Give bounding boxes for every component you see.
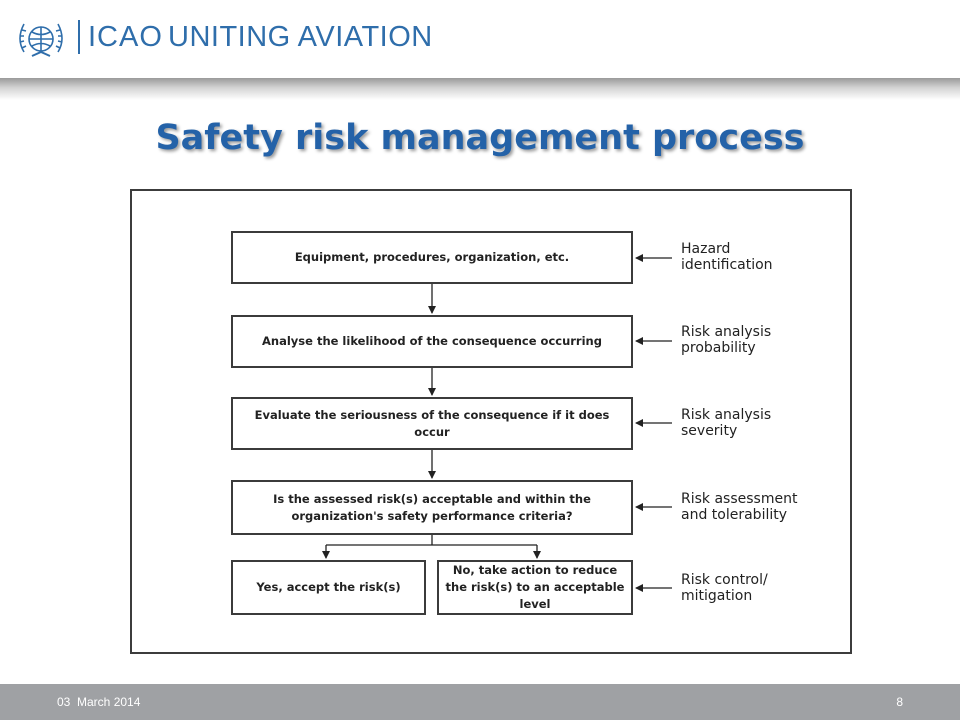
side-label-line: Risk assessment — [681, 491, 798, 507]
no-mitigate-box: No, take action to reduce the risk(s) to an acceptable level — [437, 560, 633, 615]
side-label-line: Risk analysis — [681, 324, 772, 340]
step-severity-box: Evaluate the seriousness of the consequence if it does occur — [231, 397, 633, 450]
footer-date: 03 March 2014 — [57, 695, 141, 709]
side-label-line: and tolerability — [681, 507, 788, 523]
yes-accept-box: Yes, accept the risk(s) — [231, 560, 426, 615]
footer-bar — [0, 684, 960, 720]
tagline: UNITING AVIATION — [168, 21, 433, 53]
side-label-tolerability — [681, 491, 797, 523]
step-hazard-box: Equipment, procedures, organization, etc. — [231, 231, 633, 284]
page-number: 8 — [896, 695, 903, 709]
side-label-mitigation — [681, 572, 768, 604]
side-label-line: identification — [681, 257, 773, 273]
icao-logo-text: ICAO — [88, 21, 163, 53]
side-label-line: probability — [681, 340, 756, 356]
side-label-hazard — [681, 241, 773, 273]
side-label-line: Hazard — [681, 241, 731, 257]
side-label-probability — [681, 324, 771, 356]
side-label-line: severity — [681, 423, 738, 439]
step-assessment-box: Is the assessed risk(s) acceptable and within the organization's safety performance criteria? — [231, 480, 633, 535]
side-label-line: Risk control/ — [681, 572, 768, 588]
side-label-severity — [681, 407, 771, 439]
step-likelihood-box: Analyse the likelihood of the consequence occurring — [231, 315, 633, 368]
slide-title: Safety risk management process — [155, 118, 805, 158]
side-label-line: Risk analysis — [681, 407, 772, 423]
side-label-line: mitigation — [681, 588, 753, 604]
